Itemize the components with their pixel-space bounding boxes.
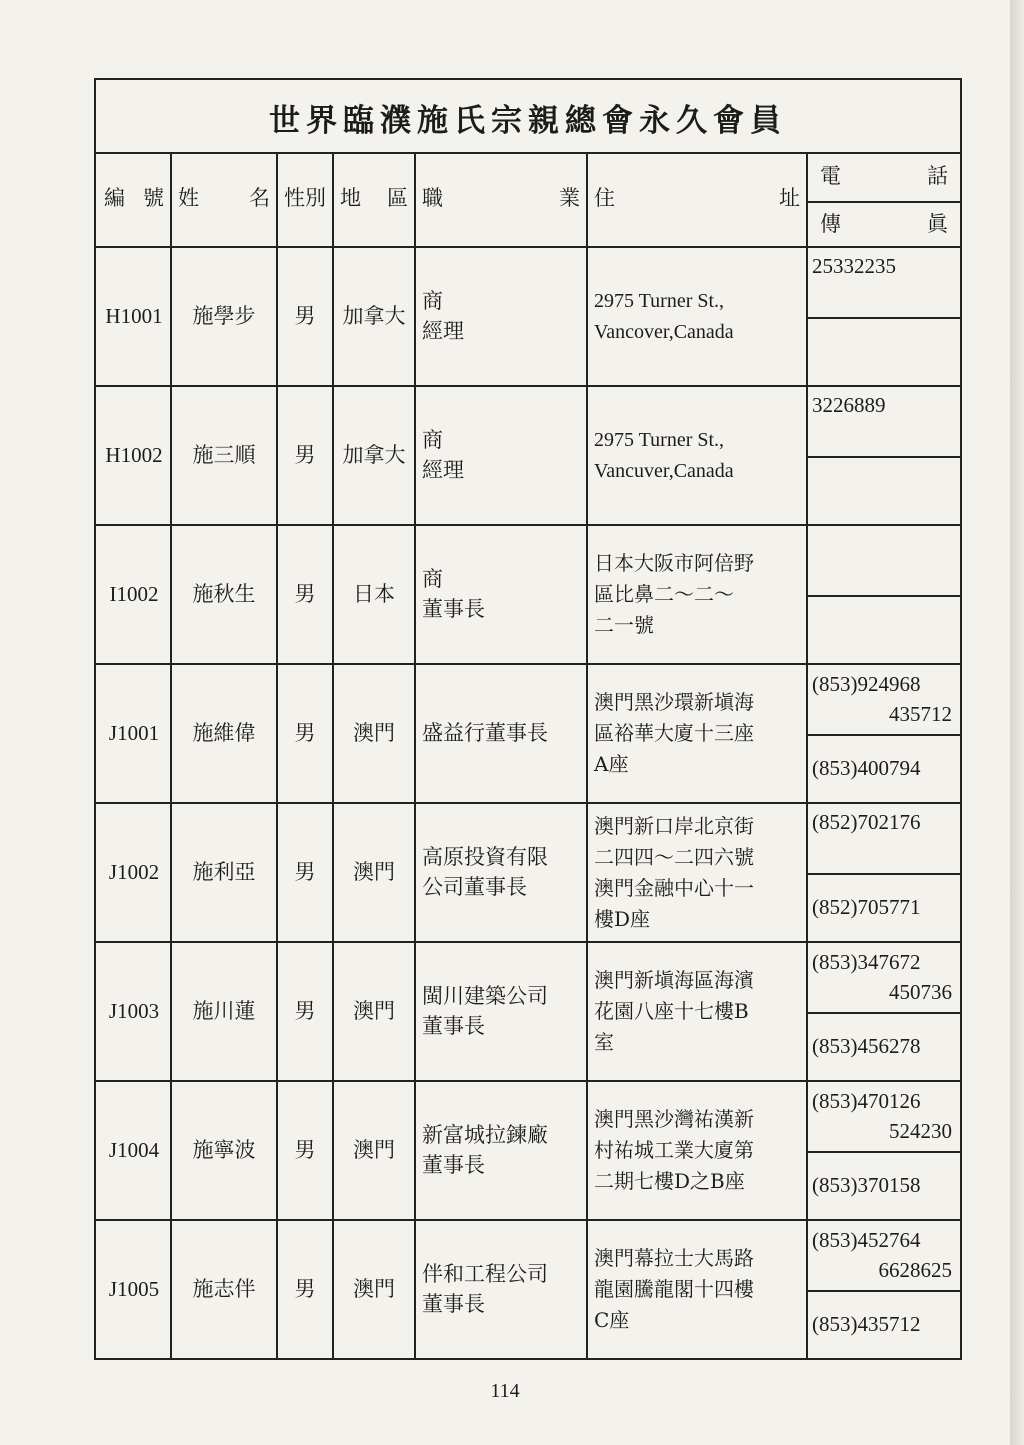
header-region-right: 區 bbox=[387, 186, 408, 211]
member-code: H1001 bbox=[105, 303, 163, 328]
member-region: 澳門 bbox=[353, 1276, 395, 1301]
member-name: 施維偉 bbox=[192, 720, 256, 745]
phone-number: 6628625 bbox=[878, 1257, 952, 1282]
phone-number: 25332235 bbox=[812, 254, 896, 278]
member-occupation bbox=[416, 1082, 586, 1219]
address-line: 澳門黑沙灣祐漢新 bbox=[594, 1107, 754, 1131]
header-occupation-right: 業 bbox=[559, 186, 580, 211]
phone-number: (853)452764 bbox=[812, 1228, 921, 1253]
address-line: 花園八座十七樓B bbox=[594, 999, 749, 1023]
member-code: H1002 bbox=[105, 442, 163, 467]
member-fax bbox=[808, 736, 960, 802]
phone-number: (853)924968 bbox=[812, 672, 921, 697]
member-code: J1002 bbox=[108, 859, 160, 884]
member-gender: 男 bbox=[294, 1137, 316, 1162]
member-phone bbox=[808, 1082, 960, 1151]
header-gender bbox=[278, 152, 332, 246]
occupation-line: 董事長 bbox=[422, 1013, 485, 1038]
member-gender: 男 bbox=[294, 303, 316, 328]
occupation-line: 公司董事長 bbox=[422, 874, 527, 899]
member-region: 澳門 bbox=[353, 720, 395, 745]
page-edge bbox=[1010, 0, 1024, 1445]
member-phone bbox=[808, 665, 960, 734]
member-region: 日本 bbox=[353, 581, 395, 606]
phone-number: (853)470126 bbox=[812, 1089, 921, 1114]
address-line: Vancuver,Canada bbox=[594, 459, 734, 482]
member-code: I1002 bbox=[109, 581, 159, 606]
address-line: 樓D座 bbox=[594, 906, 651, 931]
occupation-line: 高原投資有限 bbox=[422, 845, 548, 870]
address-line: 2975 Turner St., bbox=[594, 289, 725, 312]
occupation-line: 經理 bbox=[422, 457, 464, 482]
member-region: 澳門 bbox=[353, 1137, 395, 1162]
header-region bbox=[334, 152, 414, 246]
header-occupation-left: 職 bbox=[422, 186, 443, 211]
address-line: 室 bbox=[594, 1030, 614, 1054]
address-line: 澳門黑沙環新塡海 bbox=[594, 690, 754, 714]
member-gender: 男 bbox=[294, 581, 316, 606]
member-fax bbox=[808, 1014, 960, 1080]
member-address bbox=[588, 665, 806, 802]
header-code-right: 號 bbox=[143, 186, 164, 211]
address-line: 澳門新口岸北京街 bbox=[594, 813, 754, 838]
header-name-right: 名 bbox=[249, 186, 270, 211]
header-fax bbox=[808, 203, 960, 246]
member-fax bbox=[808, 458, 960, 524]
phone-number: 450736 bbox=[889, 979, 952, 1004]
header-phone bbox=[808, 152, 960, 201]
occupation-line: 商 bbox=[422, 428, 443, 453]
member-phone bbox=[808, 1221, 960, 1290]
member-address bbox=[588, 387, 806, 524]
member-gender: 男 bbox=[294, 859, 316, 884]
member-occupation bbox=[416, 526, 586, 663]
address-line: Vancover,Canada bbox=[594, 320, 734, 343]
header-code bbox=[98, 152, 170, 246]
member-code: J1004 bbox=[108, 1137, 160, 1162]
member-gender: 男 bbox=[294, 998, 316, 1023]
fax-number: (853)435712 bbox=[812, 1312, 921, 1337]
address-line: 區比鼻二～二～ bbox=[594, 582, 734, 606]
phone-number: (853)347672 bbox=[812, 950, 921, 975]
member-occupation bbox=[416, 943, 586, 1080]
member-phone bbox=[808, 387, 960, 456]
member-region: 澳門 bbox=[353, 998, 395, 1023]
occupation-line: 商 bbox=[422, 289, 443, 314]
address-line: 澳門新塡海區海濱 bbox=[594, 968, 754, 992]
member-occupation bbox=[416, 804, 586, 941]
occupation-line: 盛益行董事長 bbox=[422, 720, 548, 745]
member-occupation bbox=[416, 665, 586, 802]
member-occupation bbox=[416, 248, 586, 385]
member-address bbox=[588, 248, 806, 385]
header-fax-left: 傳 bbox=[820, 211, 841, 236]
address-line: 龍園騰龍閣十四樓 bbox=[594, 1277, 754, 1301]
fax-number: (852)705771 bbox=[812, 895, 921, 920]
member-address bbox=[588, 1082, 806, 1219]
member-table bbox=[94, 78, 962, 1360]
member-fax bbox=[808, 1153, 960, 1219]
member-name: 施寧波 bbox=[192, 1137, 256, 1162]
member-code: J1005 bbox=[108, 1276, 160, 1301]
member-name: 施學步 bbox=[192, 303, 256, 328]
member-code: J1003 bbox=[108, 998, 160, 1023]
fax-number: (853)370158 bbox=[812, 1173, 921, 1198]
member-name: 施三順 bbox=[192, 442, 256, 467]
occupation-line: 商 bbox=[422, 567, 443, 592]
header-address-right: 址 bbox=[779, 186, 800, 211]
address-line: A座 bbox=[594, 752, 629, 776]
occupation-line: 新富城拉鍊廠 bbox=[422, 1123, 548, 1148]
member-gender: 男 bbox=[294, 1276, 316, 1301]
occupation-line: 閩川建築公司 bbox=[422, 984, 548, 1009]
header-name bbox=[172, 152, 276, 246]
member-fax bbox=[808, 319, 960, 385]
address-line: 二一號 bbox=[594, 613, 654, 637]
member-address bbox=[588, 1221, 806, 1358]
occupation-line: 伴和工程公司 bbox=[422, 1262, 548, 1287]
address-line: C座 bbox=[594, 1308, 630, 1332]
address-line: 村祐城工業大廈第 bbox=[594, 1138, 754, 1162]
header-fax-right: 眞 bbox=[927, 211, 948, 236]
address-line: 2975 Turner St., bbox=[594, 428, 725, 451]
header-gender-text: 性別 bbox=[284, 186, 326, 211]
occupation-line: 董事長 bbox=[422, 1152, 485, 1177]
member-code: J1001 bbox=[108, 720, 160, 745]
member-phone bbox=[808, 943, 960, 1012]
member-name: 施志伴 bbox=[192, 1276, 256, 1301]
occupation-line: 經理 bbox=[422, 318, 464, 343]
member-phone bbox=[808, 248, 960, 317]
member-fax bbox=[808, 1292, 960, 1358]
address-line: 二四四～二四六號 bbox=[594, 844, 754, 869]
header-occupation bbox=[416, 152, 586, 246]
address-line: 日本大阪市阿倍野 bbox=[594, 551, 754, 575]
address-line: 澳門幕拉士大馬路 bbox=[594, 1246, 754, 1270]
address-line: 澳門金融中心十一 bbox=[594, 875, 754, 900]
member-fax bbox=[808, 875, 960, 941]
member-gender: 男 bbox=[294, 442, 316, 467]
member-name: 施秋生 bbox=[192, 581, 256, 606]
fax-number: (853)400794 bbox=[812, 756, 921, 781]
page-title: 世界臨濮施氏宗親總會永久會員 bbox=[269, 102, 787, 139]
member-occupation bbox=[416, 387, 586, 524]
member-address bbox=[588, 943, 806, 1080]
member-region: 澳門 bbox=[353, 859, 395, 884]
member-name: 施川蓮 bbox=[192, 998, 256, 1023]
phone-number: 524230 bbox=[889, 1118, 952, 1143]
phone-number: 3226889 bbox=[812, 393, 886, 417]
header-phone-right: 話 bbox=[927, 163, 948, 188]
member-region: 加拿大 bbox=[342, 303, 406, 328]
header-name-left: 姓 bbox=[178, 186, 199, 211]
member-name: 施利亞 bbox=[192, 859, 256, 884]
header-address bbox=[588, 152, 806, 246]
occupation-line: 董事長 bbox=[422, 1291, 485, 1316]
address-line: 區裕華大廈十三座 bbox=[594, 721, 754, 745]
member-phone bbox=[808, 526, 960, 595]
fax-number: (853)456278 bbox=[812, 1034, 921, 1059]
page-number: 114 bbox=[490, 1380, 520, 1402]
phone-number: (852)702176 bbox=[812, 810, 921, 834]
header-region-left: 地 bbox=[340, 186, 361, 211]
header-address-left: 住 bbox=[594, 186, 615, 211]
member-gender: 男 bbox=[294, 720, 316, 745]
occupation-line: 董事長 bbox=[422, 596, 485, 621]
member-region: 加拿大 bbox=[342, 442, 406, 467]
header-phone-left: 電 bbox=[820, 163, 841, 188]
address-line: 二期七樓D之B座 bbox=[594, 1169, 745, 1193]
member-address bbox=[588, 526, 806, 663]
header-code-left: 編 bbox=[104, 186, 125, 211]
member-occupation bbox=[416, 1221, 586, 1358]
member-phone bbox=[808, 804, 960, 873]
member-address bbox=[588, 804, 806, 941]
member-fax bbox=[808, 597, 960, 663]
phone-number: 435712 bbox=[889, 701, 952, 726]
